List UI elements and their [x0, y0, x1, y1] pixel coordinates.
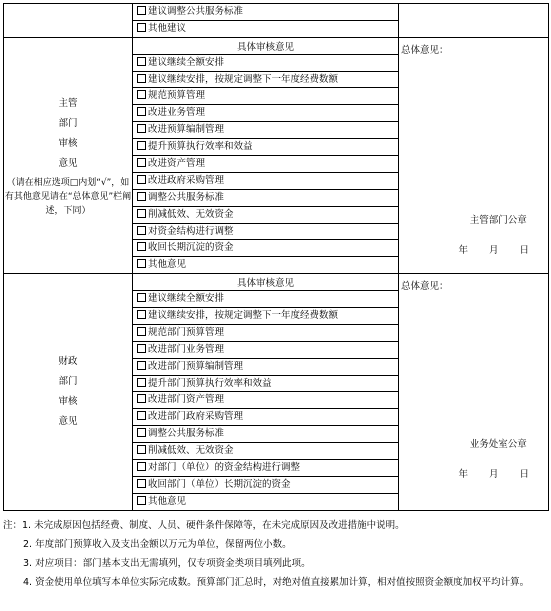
- checkbox[interactable]: [137, 192, 146, 201]
- option-label: 改进预算编制管理: [148, 124, 225, 136]
- option-label: 改进资产管理: [148, 157, 206, 169]
- department-overall-label: 总体意见：: [401, 44, 449, 56]
- option-cell[interactable]: [133, 257, 399, 274]
- option-cell[interactable]: [133, 206, 399, 223]
- finance-label-line: 财政: [58, 355, 78, 367]
- finance-date-label: 年 月 日: [458, 469, 538, 481]
- checkbox[interactable]: [137, 327, 146, 336]
- option-cell[interactable]: [133, 308, 399, 325]
- checkbox[interactable]: [137, 394, 146, 403]
- department-label-line: 意见: [58, 157, 78, 169]
- option-cell[interactable]: [133, 409, 399, 426]
- option-cell[interactable]: [133, 358, 399, 375]
- option-cell[interactable]: [133, 105, 399, 122]
- option-cell[interactable]: [133, 476, 399, 493]
- department-instruction: （请在相应选项□内划“√”，如有其他意见请在“总体意见”栏阐述，下同）: [4, 177, 132, 216]
- checkbox[interactable]: [137, 496, 146, 505]
- option-cell[interactable]: [133, 54, 399, 71]
- checkbox[interactable]: [137, 209, 146, 218]
- option-cell[interactable]: [133, 20, 399, 37]
- footnotes: [3, 516, 548, 592]
- option-label: 建议继续全额安排: [148, 293, 225, 305]
- top-option-row: [4, 4, 549, 21]
- option-cell[interactable]: [133, 240, 399, 257]
- option-cell[interactable]: [133, 341, 399, 358]
- note-4: 4. 资金使用单位填写本单位实际完成数。预算部门汇总时，对绝对值直接累加计算，相对值按照资金额度加权平均计算。: [23, 577, 530, 588]
- option-label: 建议继续安排，按规定调整下一年度经费数额: [148, 73, 339, 85]
- finance-label-cell: [4, 274, 133, 510]
- option-label: 建议调整公共服务标准: [148, 5, 244, 17]
- option-label: 改进部门政府采购管理: [148, 411, 244, 423]
- department-date-label: 年 月 日: [458, 244, 538, 256]
- department-header-row: [4, 37, 549, 54]
- checkbox[interactable]: [137, 293, 146, 302]
- note-2: 2. 年度部门预算收入及支出金额以万元为单位，保留两位小数。: [23, 539, 292, 550]
- checkbox[interactable]: [137, 479, 146, 488]
- option-cell[interactable]: [133, 156, 399, 173]
- department-label-cell: [4, 37, 133, 273]
- finance-label-line: 部门: [58, 375, 78, 387]
- finance-overall-cell[interactable]: [399, 274, 549, 510]
- option-label: 改进部门资产管理: [148, 394, 225, 406]
- option-label: 建议继续全额安排: [148, 56, 225, 68]
- checkbox[interactable]: [137, 462, 146, 471]
- option-cell[interactable]: [133, 139, 399, 156]
- option-cell[interactable]: [133, 4, 399, 21]
- option-label: 对资金结构进行调整: [148, 225, 234, 237]
- option-cell[interactable]: [133, 122, 399, 139]
- department-seal-label: 主管部门公章: [469, 214, 527, 226]
- option-label: 削减低效、无效资金: [148, 208, 234, 220]
- option-label: 收回长期沉淀的资金: [148, 242, 234, 254]
- checkbox[interactable]: [137, 74, 146, 83]
- note-3: 3. 对应项目：部门基本支出无需填列，仅专项资金类项目填列此项。: [23, 558, 311, 569]
- checkbox[interactable]: [137, 90, 146, 99]
- top-right-cell: [399, 4, 549, 38]
- finance-label-line: 审核: [58, 395, 78, 407]
- note-1: 注：1. 未完成原因包括经费、制度、人员、硬件条件保障等，在未完成原因及改进措施中说明。: [3, 520, 405, 531]
- option-label: 改进部门业务管理: [148, 343, 225, 355]
- option-label: 调整公共服务标准: [148, 428, 225, 440]
- department-overall-cell[interactable]: [399, 37, 549, 273]
- option-label: 提升预算执行效率和效益: [148, 141, 253, 153]
- checkbox[interactable]: [137, 242, 146, 251]
- department-label-line: 主管: [58, 97, 78, 109]
- option-cell[interactable]: [133, 291, 399, 308]
- checkbox[interactable]: [137, 57, 146, 66]
- checkbox[interactable]: [137, 158, 146, 167]
- checkbox[interactable]: [137, 411, 146, 420]
- top-left-cell: [4, 4, 133, 38]
- option-label: 建议继续安排，按规定调整下一年度经费数额: [148, 309, 339, 321]
- option-label: 改进业务管理: [148, 107, 206, 119]
- option-cell[interactable]: [133, 392, 399, 409]
- option-label: 规范部门预算管理: [148, 326, 225, 338]
- option-cell[interactable]: [133, 71, 399, 88]
- option-cell[interactable]: [133, 493, 399, 510]
- checkbox[interactable]: [137, 6, 146, 15]
- checkbox[interactable]: [137, 124, 146, 133]
- finance-header-row: [4, 274, 549, 291]
- checkbox[interactable]: [137, 361, 146, 370]
- option-cell[interactable]: [133, 443, 399, 460]
- checkbox[interactable]: [137, 344, 146, 353]
- department-label-line: 部门: [58, 117, 78, 129]
- review-form-table: [3, 3, 549, 511]
- finance-seal-label: 业务处室公章: [469, 439, 527, 451]
- option-label: 对部门（单位）的资金结构进行调整: [148, 461, 301, 473]
- option-cell[interactable]: [133, 426, 399, 443]
- checkbox[interactable]: [137, 226, 146, 235]
- option-cell[interactable]: [133, 460, 399, 477]
- option-label: 收回部门（单位）长期沉淀的资金: [148, 478, 291, 490]
- option-label: 改进部门预算编制管理: [148, 360, 244, 372]
- option-cell[interactable]: [133, 189, 399, 206]
- checkbox[interactable]: [137, 445, 146, 454]
- option-cell[interactable]: [133, 375, 399, 392]
- checkbox[interactable]: [137, 310, 146, 319]
- option-label: 其他意见: [148, 495, 187, 507]
- finance-header: 具体审核意见: [133, 274, 399, 291]
- option-label: 削减低效、无效资金: [148, 445, 234, 457]
- option-label: 提升部门预算执行效率和效益: [148, 377, 272, 389]
- checkbox[interactable]: [137, 428, 146, 437]
- option-label: 其他建议: [148, 22, 187, 34]
- option-cell[interactable]: [133, 324, 399, 341]
- option-label: 调整公共服务标准: [148, 191, 225, 203]
- option-label: 其他意见: [148, 259, 187, 271]
- option-label: 改进政府采购管理: [148, 174, 225, 186]
- checkbox[interactable]: [137, 23, 146, 32]
- finance-overall-label: 总体意见：: [401, 281, 449, 293]
- option-cell[interactable]: [133, 223, 399, 240]
- option-cell[interactable]: [133, 88, 399, 105]
- checkbox[interactable]: [137, 107, 146, 116]
- checkbox[interactable]: [137, 259, 146, 268]
- finance-label-line: 意见: [58, 415, 78, 427]
- checkbox[interactable]: [137, 175, 146, 184]
- option-cell[interactable]: [133, 172, 399, 189]
- checkbox[interactable]: [137, 141, 146, 150]
- option-label: 规范预算管理: [148, 90, 206, 102]
- department-label-line: 审核: [58, 137, 78, 149]
- checkbox[interactable]: [137, 378, 146, 387]
- department-header: 具体审核意见: [133, 37, 399, 54]
